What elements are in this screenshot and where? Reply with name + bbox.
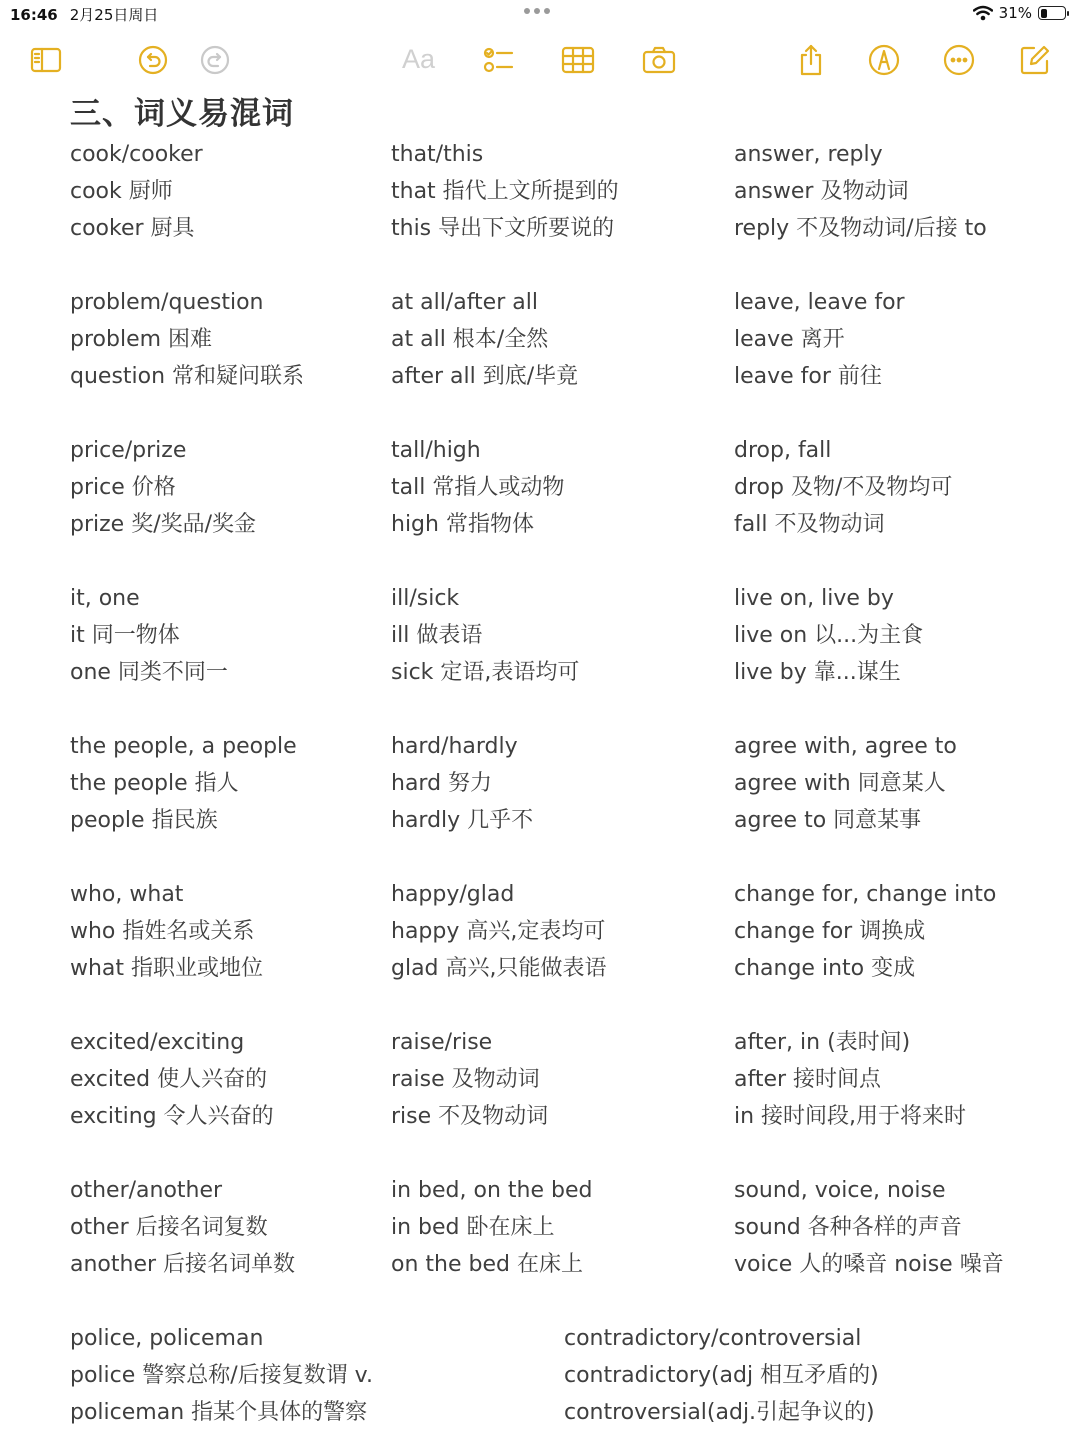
word-pair-definition: what 指职业或地位 bbox=[70, 956, 264, 981]
word-pair-definition: leave for 前往 bbox=[734, 364, 882, 389]
checklist-icon[interactable] bbox=[480, 42, 516, 78]
redo-icon[interactable] bbox=[197, 42, 233, 78]
word-pair-group bbox=[564, 1320, 1044, 1431]
word-pair-definition: controversial(adj.引起争议的) bbox=[564, 1400, 875, 1425]
undo-icon[interactable] bbox=[135, 42, 171, 78]
word-pair-definition: problem 困难 bbox=[70, 327, 213, 352]
word-pair-definition: change into 变成 bbox=[734, 956, 916, 981]
word-pair-group bbox=[391, 432, 711, 543]
wifi-icon bbox=[973, 5, 993, 21]
word-pair-definition: the people 指人 bbox=[70, 771, 239, 796]
word-pair-heading: agree with, agree to bbox=[734, 734, 957, 759]
word-pair-group bbox=[734, 876, 1054, 987]
word-pair-definition: that 指代上文所提到的 bbox=[391, 179, 619, 204]
battery-percent: 31% bbox=[998, 4, 1032, 22]
word-pair-definition: drop 及物/不及物均可 bbox=[734, 475, 953, 500]
status-right bbox=[973, 4, 1066, 22]
word-pair-group bbox=[391, 580, 711, 691]
word-pair-definition: high 常指物体 bbox=[391, 512, 534, 537]
status-left bbox=[10, 4, 158, 25]
word-pair-heading: change for, change into bbox=[734, 882, 997, 907]
word-pair-heading: cook/cooker bbox=[70, 142, 203, 167]
word-pair-group bbox=[734, 580, 1054, 691]
battery-icon bbox=[1038, 6, 1066, 20]
word-pair-definition: ill 做表语 bbox=[391, 623, 483, 648]
word-pair-heading: live on, live by bbox=[734, 586, 894, 611]
word-pair-definition: change for 调换成 bbox=[734, 919, 926, 944]
word-pair-group bbox=[734, 1024, 1054, 1135]
word-pair-definition: question 常和疑问联系 bbox=[70, 364, 305, 389]
note-body[interactable] bbox=[0, 86, 1080, 1440]
word-pair-heading: police, policeman bbox=[70, 1326, 264, 1351]
word-pair-heading: leave, leave for bbox=[734, 290, 905, 315]
word-pair-group bbox=[70, 876, 390, 987]
status-bar bbox=[0, 0, 1080, 28]
word-pair-group bbox=[734, 728, 1054, 839]
word-pair-group bbox=[70, 580, 390, 691]
word-pair-definition: people 指民族 bbox=[70, 808, 218, 833]
word-pair-group bbox=[391, 284, 711, 395]
word-pair-heading: drop, fall bbox=[734, 438, 832, 463]
word-pair-definition: answer 及物动词 bbox=[734, 179, 909, 204]
word-pair-heading: in bed, on the bed bbox=[391, 1178, 593, 1203]
notes-toolbar bbox=[0, 38, 1080, 84]
word-pair-heading: raise/rise bbox=[391, 1030, 493, 1055]
sidebar-icon[interactable] bbox=[28, 42, 64, 78]
word-pair-group bbox=[70, 1024, 390, 1135]
word-pair-definition: agree to 同意某事 bbox=[734, 808, 922, 833]
word-pair-heading: at all/after all bbox=[391, 290, 538, 315]
word-pair-group bbox=[734, 1172, 1054, 1283]
word-pair-heading: price/prize bbox=[70, 438, 187, 463]
word-pair-definition: tall 常指人或动物 bbox=[391, 475, 565, 500]
markup-pen-icon[interactable] bbox=[866, 42, 902, 78]
compose-icon[interactable] bbox=[1017, 42, 1053, 78]
word-pair-heading: contradictory/controversial bbox=[564, 1326, 862, 1351]
word-pair-definition: sick 定语,表语均可 bbox=[391, 660, 580, 685]
word-pair-heading: answer, reply bbox=[734, 142, 883, 167]
word-pair-definition: excited 使人兴奋的 bbox=[70, 1067, 268, 1092]
word-pair-group bbox=[391, 136, 711, 247]
word-pair-definition: price 价格 bbox=[70, 475, 176, 500]
word-pair-definition: prize 奖/奖品/奖金 bbox=[70, 512, 257, 537]
word-pair-definition: hard 努力 bbox=[391, 771, 493, 796]
word-pair-group bbox=[70, 432, 390, 543]
word-pair-definition: police 警察总称/后接复数谓 v. bbox=[70, 1363, 373, 1388]
word-pair-definition: on the bed 在床上 bbox=[391, 1252, 583, 1277]
share-icon[interactable] bbox=[793, 42, 829, 78]
word-pair-group bbox=[70, 1320, 550, 1431]
word-pair-definition: sound 各种各样的声音 bbox=[734, 1215, 962, 1240]
word-pair-definition: who 指姓名或关系 bbox=[70, 919, 255, 944]
word-pair-heading: after, in (表时间) bbox=[734, 1030, 911, 1055]
word-pair-group bbox=[391, 728, 711, 839]
status-time: 16:46 bbox=[10, 6, 58, 24]
word-pair-definition: hardly 几乎不 bbox=[391, 808, 534, 833]
more-icon[interactable] bbox=[941, 42, 977, 78]
word-pair-group bbox=[391, 1024, 711, 1135]
word-pair-definition: after all 到底/毕竟 bbox=[391, 364, 579, 389]
word-pair-definition: one 同类不同一 bbox=[70, 660, 228, 685]
word-pair-group bbox=[70, 284, 390, 395]
word-pair-definition: rise 不及物动词 bbox=[391, 1104, 549, 1129]
word-pair-group bbox=[734, 136, 1054, 247]
word-pair-heading: problem/question bbox=[70, 290, 264, 315]
word-pair-heading: it, one bbox=[70, 586, 140, 611]
word-pair-definition: agree with 同意某人 bbox=[734, 771, 946, 796]
camera-icon[interactable] bbox=[641, 42, 677, 78]
word-pair-heading: happy/glad bbox=[391, 882, 515, 907]
word-pair-definition: raise 及物动词 bbox=[391, 1067, 540, 1092]
word-pair-group bbox=[391, 876, 711, 987]
word-pair-definition: live on 以...为主食 bbox=[734, 623, 924, 648]
status-date: 2月25日周日 bbox=[69, 6, 159, 24]
word-pair-definition: glad 高兴,只能做表语 bbox=[391, 956, 607, 981]
word-pair-definition: cook 厨师 bbox=[70, 179, 173, 204]
word-pair-heading: that/this bbox=[391, 142, 484, 167]
word-pair-definition: another 后接名词单数 bbox=[70, 1252, 296, 1277]
word-pair-group bbox=[734, 432, 1054, 543]
word-pair-definition: in 接时间段,用于将来时 bbox=[734, 1104, 967, 1129]
word-pair-heading: ill/sick bbox=[391, 586, 460, 611]
word-pair-definition: fall 不及物动词 bbox=[734, 512, 885, 537]
word-pair-group bbox=[70, 136, 390, 247]
word-pair-definition: other 后接名词复数 bbox=[70, 1215, 268, 1240]
format-button[interactable]: Aa bbox=[402, 44, 436, 74]
word-pair-definition: after 接时间点 bbox=[734, 1067, 882, 1092]
word-pair-group bbox=[70, 728, 390, 839]
word-pair-definition: this 导出下文所要说的 bbox=[391, 216, 615, 241]
word-pair-definition: exciting 令人兴奋的 bbox=[70, 1104, 274, 1129]
word-pair-definition: contradictory(adj 相互矛盾的) bbox=[564, 1363, 879, 1388]
word-pair-heading: hard/hardly bbox=[391, 734, 518, 759]
word-pair-definition: reply 不及物动词/后接 to bbox=[734, 216, 987, 241]
word-pair-heading: who, what bbox=[70, 882, 184, 907]
word-pair-group bbox=[734, 284, 1054, 395]
word-pair-definition: voice 人的嗓音 noise 噪音 bbox=[734, 1252, 1004, 1277]
word-pair-heading: the people, a people bbox=[70, 734, 297, 759]
table-icon[interactable] bbox=[560, 42, 596, 78]
word-pair-heading: tall/high bbox=[391, 438, 481, 463]
multitasking-dots[interactable] bbox=[524, 8, 550, 14]
word-pair-definition: it 同一物体 bbox=[70, 623, 180, 648]
word-pair-definition: leave 离开 bbox=[734, 327, 845, 352]
word-pair-heading: excited/exciting bbox=[70, 1030, 245, 1055]
word-pair-definition: in bed 卧在床上 bbox=[391, 1215, 555, 1240]
word-pair-group bbox=[70, 1172, 390, 1283]
word-pair-heading: other/another bbox=[70, 1178, 223, 1203]
word-pair-definition: live by 靠...谋生 bbox=[734, 660, 901, 685]
word-pair-definition: at all 根本/全然 bbox=[391, 327, 549, 352]
word-pair-definition: happy 高兴,定表均可 bbox=[391, 919, 606, 944]
word-pair-definition: cooker 厨具 bbox=[70, 216, 195, 241]
word-pair-heading: sound, voice, noise bbox=[734, 1178, 946, 1203]
word-pair-definition: policeman 指某个具体的警察 bbox=[70, 1400, 368, 1425]
word-pair-group bbox=[391, 1172, 711, 1283]
note-title: 三、词义易混词 bbox=[70, 96, 294, 132]
